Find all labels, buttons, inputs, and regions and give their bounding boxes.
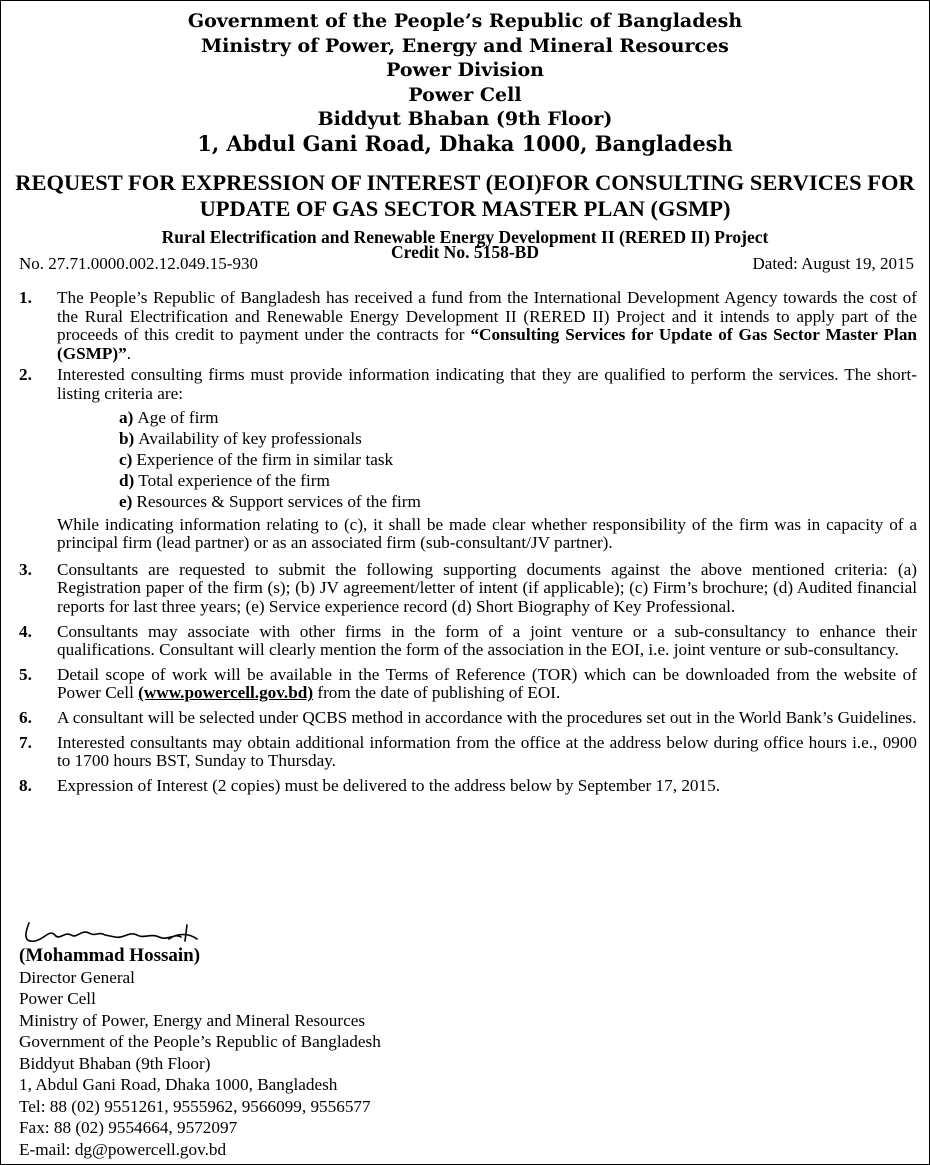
notice-date: Dated: August 19, 2015 (752, 254, 914, 273)
signatory-email[interactable]: E-mail: dg@powercell.gov.bd (19, 1139, 227, 1159)
powercell-website-link[interactable]: (www.powercell.gov.bd) (138, 683, 314, 703)
item-8 (19, 777, 917, 796)
signatory-name: (Mohammad Hossain) (19, 945, 201, 966)
criteria-item (119, 428, 917, 449)
criteria-text: Experience of the firm in similar task (136, 449, 394, 469)
item-text: Interested consulting firms must provide information indicating that they are qualified to perform the services. The short-listing criteria are: (57, 365, 917, 403)
item-3 (19, 561, 917, 617)
item-4 (19, 623, 917, 660)
item-5 (19, 666, 917, 703)
criteria-text: Total experience of the firm (138, 470, 330, 490)
title-line-1: REQUEST FOR EXPRESSION OF INTEREST (EOI)FOR CONSULTING SERVICES FOR (15, 170, 915, 195)
item-text: Expression of Interest (2 copies) must be delivered to the address below by September 17, 2015. (57, 775, 720, 795)
item-text: Consultants may associate with other firms in the form of a joint venture or a sub-consultancy to enhance their qualifications. Consultant will clearly mention the form of the association in the EOI, i.e. joint venture or sub-consultancy. (57, 621, 917, 660)
contract-name: “Consulting Services for Update of Gas Sector Master Plan (GSMP)” (57, 325, 917, 363)
item-text: Interested consultants may obtain additional information from the office at the address below during office hours i.e., 0900 to 1700 hours BST, Sunday to Thursday. (57, 732, 917, 771)
item-text: Detail scope of work will be available in the Terms of Reference (TOR) which can be downloaded from the website of Power Cell (57, 664, 917, 703)
item-number: 3. (19, 559, 32, 579)
criteria-text: Resources & Support services of the firm (136, 491, 421, 511)
header-building: Biddyut Bhaban (9th Floor) (317, 108, 613, 130)
criteria-text: Age of firm (137, 407, 219, 427)
item-text-after: from the date of publishing of EOI. (317, 683, 561, 703)
project-name: Rural Electrification and Renewable Energy Development II (RERED II) Project (161, 227, 769, 247)
item-number: 7. (19, 732, 32, 752)
criteria-item (119, 407, 917, 428)
criteria-item (119, 449, 917, 470)
header-government: Government of the People’s Republic of Bangladesh (187, 10, 743, 32)
item-2 (19, 366, 917, 552)
criteria-list (119, 407, 917, 512)
signatory-government: Government of the People’s Republic of Bangladesh (19, 1032, 381, 1051)
title-line-2: UPDATE OF GAS SECTOR MASTER PLAN (GSMP) (199, 196, 731, 221)
signatory-office: Power Cell (19, 989, 96, 1008)
header-ministry: Ministry of Power, Energy and Mineral Resources (201, 34, 729, 57)
item-7 (19, 734, 917, 771)
item-number: 4. (19, 621, 32, 641)
item-text: Consultants are requested to submit the following supporting documents against the above mentioned criteria: (a) Registration paper of the firm (s); (b) JV agreement/letter of intent (if applicable); (c) Firm’s brochure; (d) Audited financial reports for last three years; (e) Service experience record (d) Short Biography of Key Professional. (57, 559, 917, 616)
criteria-key: a) (119, 407, 134, 427)
signatory-ministry: Ministry of Power, Energy and Mineral Resources (19, 1010, 366, 1030)
signatory-address: 1, Abdul Gani Road, Dhaka 1000, Bangladesh (19, 1075, 338, 1094)
signatory-fax: Fax: 88 (02) 9554664, 9572097 (19, 1118, 238, 1137)
criteria-item (119, 491, 917, 512)
header-address: 1, Abdul Gani Road, Dhaka 1000, Bangladesh (197, 130, 733, 156)
criteria-key: c) (119, 449, 133, 469)
notice-items (19, 289, 917, 798)
signatory-block (19, 945, 381, 1160)
header-division: Power Division (386, 59, 544, 81)
signatory-building: Biddyut Bhaban (9th Floor) (19, 1053, 211, 1073)
letterhead (1, 9, 929, 156)
item-number: 8. (19, 775, 32, 795)
reference-row (1, 242, 929, 276)
item-text: The People’s Republic of Bangladesh has received a fund from the International Development Agency towards the cost of the Rural Electrification and Renewable Energy Development II (RERED II) Project and it intends to apply part of the proceeds of this credit to payment under the contracts for (57, 288, 917, 345)
signatory-tel: Tel: 88 (02) 9551261, 9555962, 9566099, 9556577 (19, 1096, 371, 1116)
item-number: 5. (19, 664, 32, 684)
item-number: 2. (19, 365, 32, 385)
criteria-key: b) (119, 428, 135, 448)
criteria-key: d) (119, 470, 135, 490)
item-6 (19, 709, 917, 728)
item-number: 1. (19, 288, 32, 307)
criteria-item (119, 470, 917, 491)
signatory-designation: Director General (19, 967, 135, 987)
notice-title (1, 170, 929, 222)
item-number: 6. (19, 707, 32, 727)
credit-number: Credit No. 5158-BD (391, 242, 539, 262)
item-end: . (126, 343, 131, 363)
item-text: A consultant will be selected under QCBS method in accordance with the procedures set out in the World Bank’s Guidelines. (57, 707, 917, 727)
criteria-text: Availability of key professionals (138, 428, 362, 448)
item-1 (19, 289, 917, 363)
header-cell: Power Cell (408, 83, 522, 106)
criteria-key: e) (119, 491, 133, 511)
reference-number: No. 27.71.0000.002.12.049.15-930 (19, 254, 258, 273)
criteria-note: While indicating information relating to (c), it shall be made clear whether responsibility of the firm was in capacity of a principal firm (lead partner) or as an associated firm (sub-consultant/JV partner). (57, 514, 917, 553)
